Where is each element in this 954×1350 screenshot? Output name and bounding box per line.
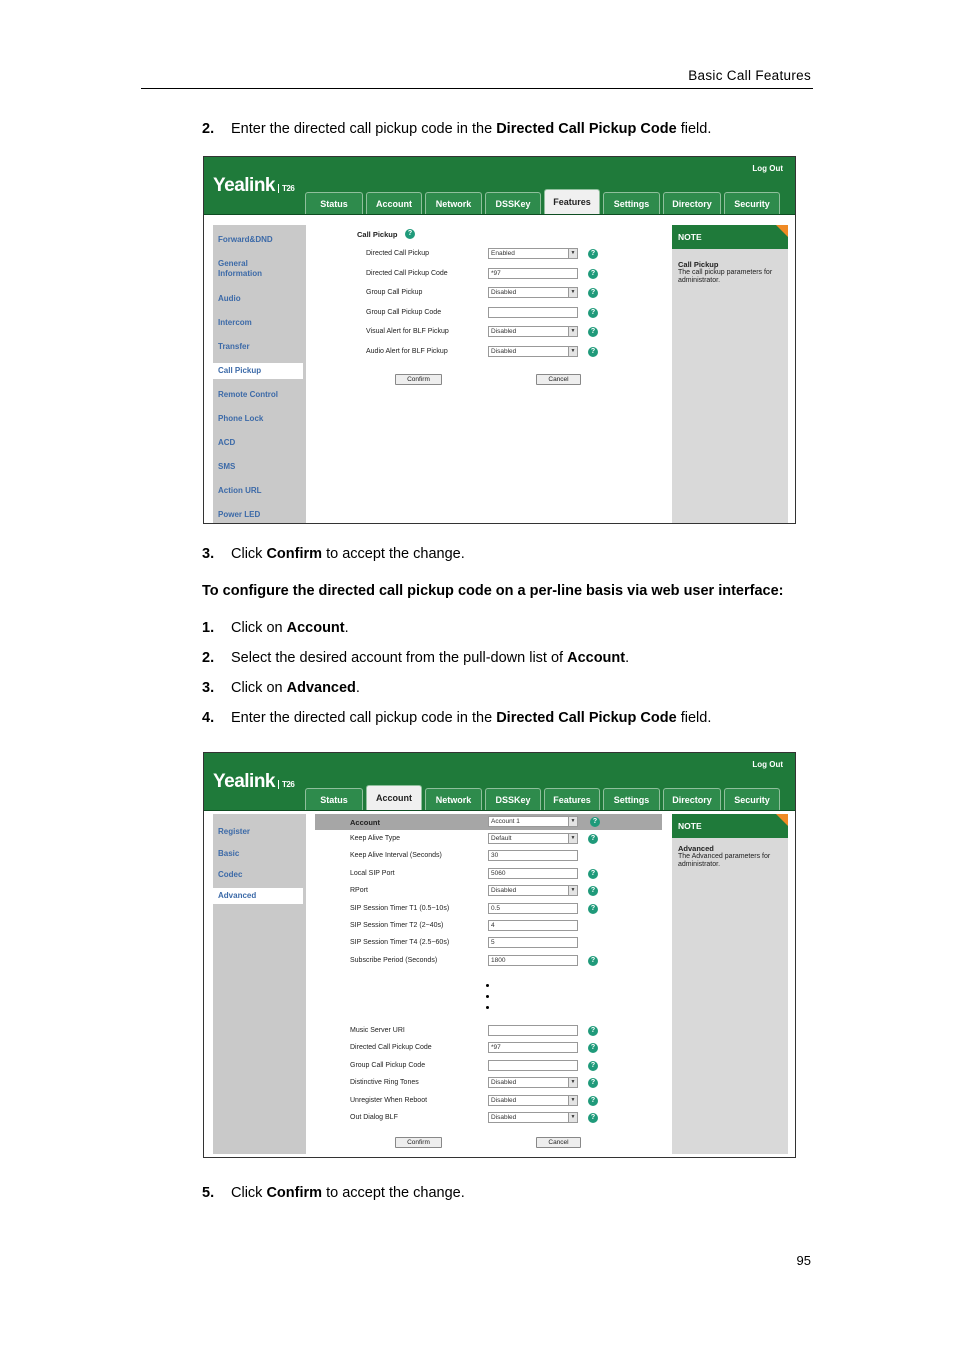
cancel-button[interactable]: Cancel <box>536 1137 581 1148</box>
page-header-title: Basic Call Features <box>688 68 811 83</box>
procedure-heading: To configure the directed call pickup code on a per-line basis via web user interface: <box>202 583 784 599</box>
input-local-sip-port[interactable] <box>488 868 578 879</box>
input-music-server-uri[interactable] <box>488 1025 578 1036</box>
step-text: Select the desired account from the pull-down list of <box>231 650 568 666</box>
input-sip-session-timer-t4-2-5-60s[interactable] <box>488 937 578 948</box>
confirm-button[interactable]: Confirm <box>395 374 442 385</box>
tab-network[interactable]: Network <box>425 192 482 214</box>
account-select[interactable] <box>488 816 578 827</box>
help-icon[interactable]: ? <box>588 269 598 279</box>
tab-settings[interactable]: Settings <box>603 788 660 810</box>
step-text: Click on <box>231 620 287 636</box>
select-out-dialog-blf[interactable] <box>488 1112 578 1123</box>
field-label: Directed Call Pickup Code <box>350 1044 432 1052</box>
chevron-down-icon: ▼ <box>568 834 577 843</box>
step-number: 2. <box>202 650 215 666</box>
help-icon[interactable]: ? <box>588 956 598 966</box>
input-subscribe-period-seconds[interactable] <box>488 955 578 966</box>
help-icon[interactable]: ? <box>588 886 598 896</box>
sidebar-item-audio[interactable]: Audio <box>218 294 241 303</box>
field-label: Visual Alert for BLF Pickup <box>366 328 449 336</box>
field-label: Directed Call Pickup <box>366 250 430 257</box>
step-bottom-5 <box>202 1184 465 1202</box>
help-icon[interactable]: ? <box>588 869 598 879</box>
step-bottom-2 <box>202 649 629 667</box>
note-heading: Advanced <box>678 844 714 853</box>
field-value: Default <box>491 835 512 842</box>
field-label: Unregister When Reboot <box>350 1096 428 1104</box>
field-value: *97 <box>491 269 501 277</box>
input-group-call-pickup-code[interactable] <box>488 1060 578 1071</box>
step-text-end: . <box>625 650 630 666</box>
field-value: Disabled <box>491 328 517 336</box>
help-icon[interactable]: ? <box>588 834 598 844</box>
help-icon[interactable]: ? <box>588 327 598 337</box>
help-icon[interactable]: ? <box>588 1026 598 1036</box>
tab-features[interactable]: Features <box>544 788 600 810</box>
sidebar-item-forward-dnd[interactable]: Forward&DND <box>218 235 273 244</box>
input-group-call-pickup-code[interactable] <box>488 307 578 318</box>
ellipsis-dot <box>486 995 489 998</box>
tab-dsskey[interactable]: DSSKey <box>485 192 541 214</box>
tab-features[interactable]: Features <box>544 189 600 214</box>
step-number: 5. <box>202 1185 215 1201</box>
field-label: Subscribe Period (Seconds) <box>350 956 438 964</box>
logo-text: Yealink <box>213 175 275 196</box>
confirm-button[interactable]: Confirm <box>395 1137 442 1148</box>
tab-network[interactable]: Network <box>425 788 482 810</box>
tab-bar <box>305 788 780 810</box>
field-value: 5060 <box>491 869 506 877</box>
header-rule <box>141 88 813 89</box>
sidebar-item-register[interactable]: Register <box>218 827 251 836</box>
section-title: Call Pickup <box>357 230 398 239</box>
sidebar-item-remote-control[interactable]: Remote Control <box>218 390 278 399</box>
select-directed-call-pickup[interactable] <box>488 248 578 259</box>
field-value: 0.5 <box>491 904 501 912</box>
note-panel <box>672 225 788 523</box>
page-number: 95 <box>796 1253 811 1268</box>
step-text: Click <box>231 546 267 562</box>
step-text: Enter the directed call pickup code in the <box>231 121 497 137</box>
step-text: Click <box>231 1185 267 1201</box>
step-bold: Account <box>286 620 345 636</box>
field-label: Group Call Pickup <box>366 289 423 297</box>
help-icon[interactable]: ? <box>588 1043 598 1053</box>
logo-text: Yealink <box>213 771 275 792</box>
sidebar-item-phone-lock[interactable]: Phone Lock <box>218 414 264 423</box>
note-text: The Advanced parameters for administrator. <box>678 853 771 868</box>
select-visual-alert-for-blf-pickup[interactable] <box>488 326 578 337</box>
chevron-down-icon: ▼ <box>568 1113 577 1122</box>
sidebar-item-advanced[interactable]: Advanced <box>210 888 303 904</box>
ellipsis-dot <box>486 1006 489 1009</box>
step-number: 4. <box>202 710 215 726</box>
field-value: Disabled <box>491 289 517 297</box>
note-text: The call pickup parameters for administrator. <box>678 269 773 284</box>
step-bold: Directed Call Pickup Code <box>496 121 677 137</box>
sidebar-item-acd[interactable]: ACD <box>218 438 236 447</box>
step-bold: Directed Call Pickup Code <box>496 710 677 726</box>
tab-status[interactable]: Status <box>305 192 363 214</box>
help-icon[interactable]: ? <box>588 308 598 318</box>
logout-link[interactable]: Log Out <box>752 760 783 769</box>
field-value: 30 <box>491 852 499 860</box>
tab-dsskey[interactable]: DSSKey <box>485 788 541 810</box>
field-label: SIP Session Timer T1 (0.5~10s) <box>350 904 450 912</box>
chevron-down-icon: ▼ <box>568 1096 577 1105</box>
help-icon[interactable]: ? <box>588 1078 598 1088</box>
field-value: Disabled <box>491 1079 517 1087</box>
step-bottom-1 <box>202 619 349 637</box>
help-icon[interactable]: ? <box>405 229 415 239</box>
select-keep-alive-type[interactable] <box>488 833 578 844</box>
tab-settings[interactable]: Settings <box>603 192 660 214</box>
field-label: SIP Session Timer T4 (2.5~60s) <box>350 939 450 947</box>
select-unregister-when-reboot[interactable] <box>488 1095 578 1106</box>
sidebar-item-general-information[interactable]: General Information <box>218 259 262 278</box>
field-label: Group Call Pickup Code <box>350 1061 426 1069</box>
field-value: 5 <box>491 939 495 947</box>
model-label: T26 <box>278 184 294 193</box>
select-rport[interactable] <box>488 885 578 896</box>
step-top-3 <box>202 545 465 563</box>
field-value: Disabled <box>491 887 517 895</box>
step-text-end: . <box>355 680 360 696</box>
step-bold: Account <box>567 650 626 666</box>
tab-account[interactable]: Account <box>366 785 422 810</box>
note-title: NOTE <box>672 814 788 838</box>
step-text: Click on <box>231 680 287 696</box>
step-number: 2. <box>202 121 215 137</box>
field-label: Audio Alert for BLF Pickup <box>366 348 448 355</box>
step-number: 1. <box>202 620 215 636</box>
help-icon[interactable]: ? <box>590 817 600 827</box>
sidebar-item-intercom[interactable]: Intercom <box>218 318 252 327</box>
tab-account[interactable]: Account <box>366 192 422 214</box>
field-value: Enabled <box>491 250 515 257</box>
step-bottom-3 <box>202 679 360 697</box>
input-keep-alive-interval-seconds[interactable] <box>488 850 578 861</box>
field-label: Local SIP Port <box>350 869 395 877</box>
step-bold: Confirm <box>266 1185 323 1201</box>
field-value: 1800 <box>491 956 506 964</box>
screenshot-account-advanced <box>203 752 796 1158</box>
help-icon[interactable]: ? <box>588 347 598 357</box>
chevron-down-icon: ▼ <box>568 288 577 297</box>
field-value: 4 <box>491 922 495 929</box>
yealink-logo <box>213 175 294 197</box>
field-value: Disabled <box>491 348 517 355</box>
field-label: Keep Alive Type <box>350 835 401 842</box>
chevron-down-icon: ▼ <box>568 327 577 336</box>
screenshot-call-pickup <box>203 156 796 524</box>
step-text-end: to accept the change. <box>322 546 465 562</box>
field-label: Distinctive Ring Tones <box>350 1079 419 1087</box>
step-number: 3. <box>202 546 215 562</box>
tab-security[interactable]: Security <box>724 192 780 214</box>
input-directed-call-pickup-code[interactable] <box>488 268 578 279</box>
chevron-down-icon: ▼ <box>568 347 577 356</box>
field-label: RPort <box>350 887 368 895</box>
chevron-down-icon: ▼ <box>568 249 577 258</box>
select-audio-alert-for-blf-pickup[interactable] <box>488 346 578 357</box>
help-icon[interactable]: ? <box>588 904 598 914</box>
field-label: Group Call Pickup Code <box>366 308 442 316</box>
sidebar <box>213 814 306 1154</box>
yealink-logo <box>213 771 294 793</box>
field-value: Disabled <box>491 1096 517 1104</box>
input-sip-session-timer-t1-0-5-10s[interactable] <box>488 903 578 914</box>
help-icon[interactable]: ? <box>588 1061 598 1071</box>
step-top-2 <box>202 120 711 138</box>
note-panel <box>672 814 788 1154</box>
help-icon[interactable]: ? <box>588 288 598 298</box>
step-bottom-4 <box>202 709 711 727</box>
field-label: SIP Session Timer T2 (2~40s) <box>350 922 444 929</box>
sidebar-item-transfer[interactable]: Transfer <box>218 342 250 351</box>
cancel-button[interactable]: Cancel <box>536 374 581 385</box>
field-label: Music Server URI <box>350 1027 405 1034</box>
logout-link[interactable]: Log Out <box>752 164 783 173</box>
tab-directory[interactable]: Directory <box>663 192 721 214</box>
input-sip-session-timer-t2-2-40s[interactable] <box>488 920 578 931</box>
model-label: T26 <box>278 780 294 789</box>
help-icon[interactable]: ? <box>588 1113 598 1123</box>
step-text-end: . <box>344 620 349 636</box>
select-distinctive-ring-tones[interactable] <box>488 1077 578 1088</box>
account-label: Account <box>350 818 380 827</box>
step-bold: Confirm <box>266 546 323 562</box>
select-group-call-pickup[interactable] <box>488 287 578 298</box>
account-select-value: Account 1 <box>491 818 520 825</box>
sidebar-item-codec[interactable]: Codec <box>218 870 243 879</box>
step-text: Enter the directed call pickup code in the <box>231 710 497 726</box>
sidebar-item-sms[interactable]: SMS <box>218 462 236 471</box>
step-text-end: field. <box>676 121 712 137</box>
ellipsis-dot <box>486 984 489 987</box>
help-icon[interactable]: ? <box>588 1096 598 1106</box>
tab-bar <box>305 192 780 214</box>
step-text-end: field. <box>676 710 712 726</box>
sidebar-item-power-led[interactable]: Power LED <box>218 510 261 519</box>
step-text-end: to accept the change. <box>322 1185 465 1201</box>
step-number: 3. <box>202 680 215 696</box>
tab-security[interactable]: Security <box>724 788 780 810</box>
sidebar-item-basic[interactable]: Basic <box>218 849 240 858</box>
note-title: NOTE <box>672 225 788 249</box>
field-label: Directed Call Pickup Code <box>366 269 448 277</box>
sidebar-item-call-pickup[interactable]: Call Pickup <box>210 363 303 379</box>
note-heading: Call Pickup <box>678 260 719 269</box>
tab-directory[interactable]: Directory <box>663 788 721 810</box>
input-directed-call-pickup-code[interactable] <box>488 1042 578 1053</box>
chevron-down-icon: ▼ <box>568 886 577 895</box>
note-corner <box>776 225 788 237</box>
field-label: Out Dialog BLF <box>350 1114 398 1121</box>
tab-status[interactable]: Status <box>305 788 363 810</box>
field-value: Disabled <box>491 1114 517 1121</box>
help-icon[interactable]: ? <box>588 249 598 259</box>
note-corner <box>776 814 788 826</box>
chevron-down-icon: ▼ <box>568 817 577 826</box>
field-value: *97 <box>491 1044 501 1052</box>
sidebar-item-action-url[interactable]: Action URL <box>218 486 262 495</box>
chevron-down-icon: ▼ <box>568 1078 577 1087</box>
step-bold: Advanced <box>286 680 356 696</box>
field-label: Keep Alive Interval (Seconds) <box>350 852 442 860</box>
